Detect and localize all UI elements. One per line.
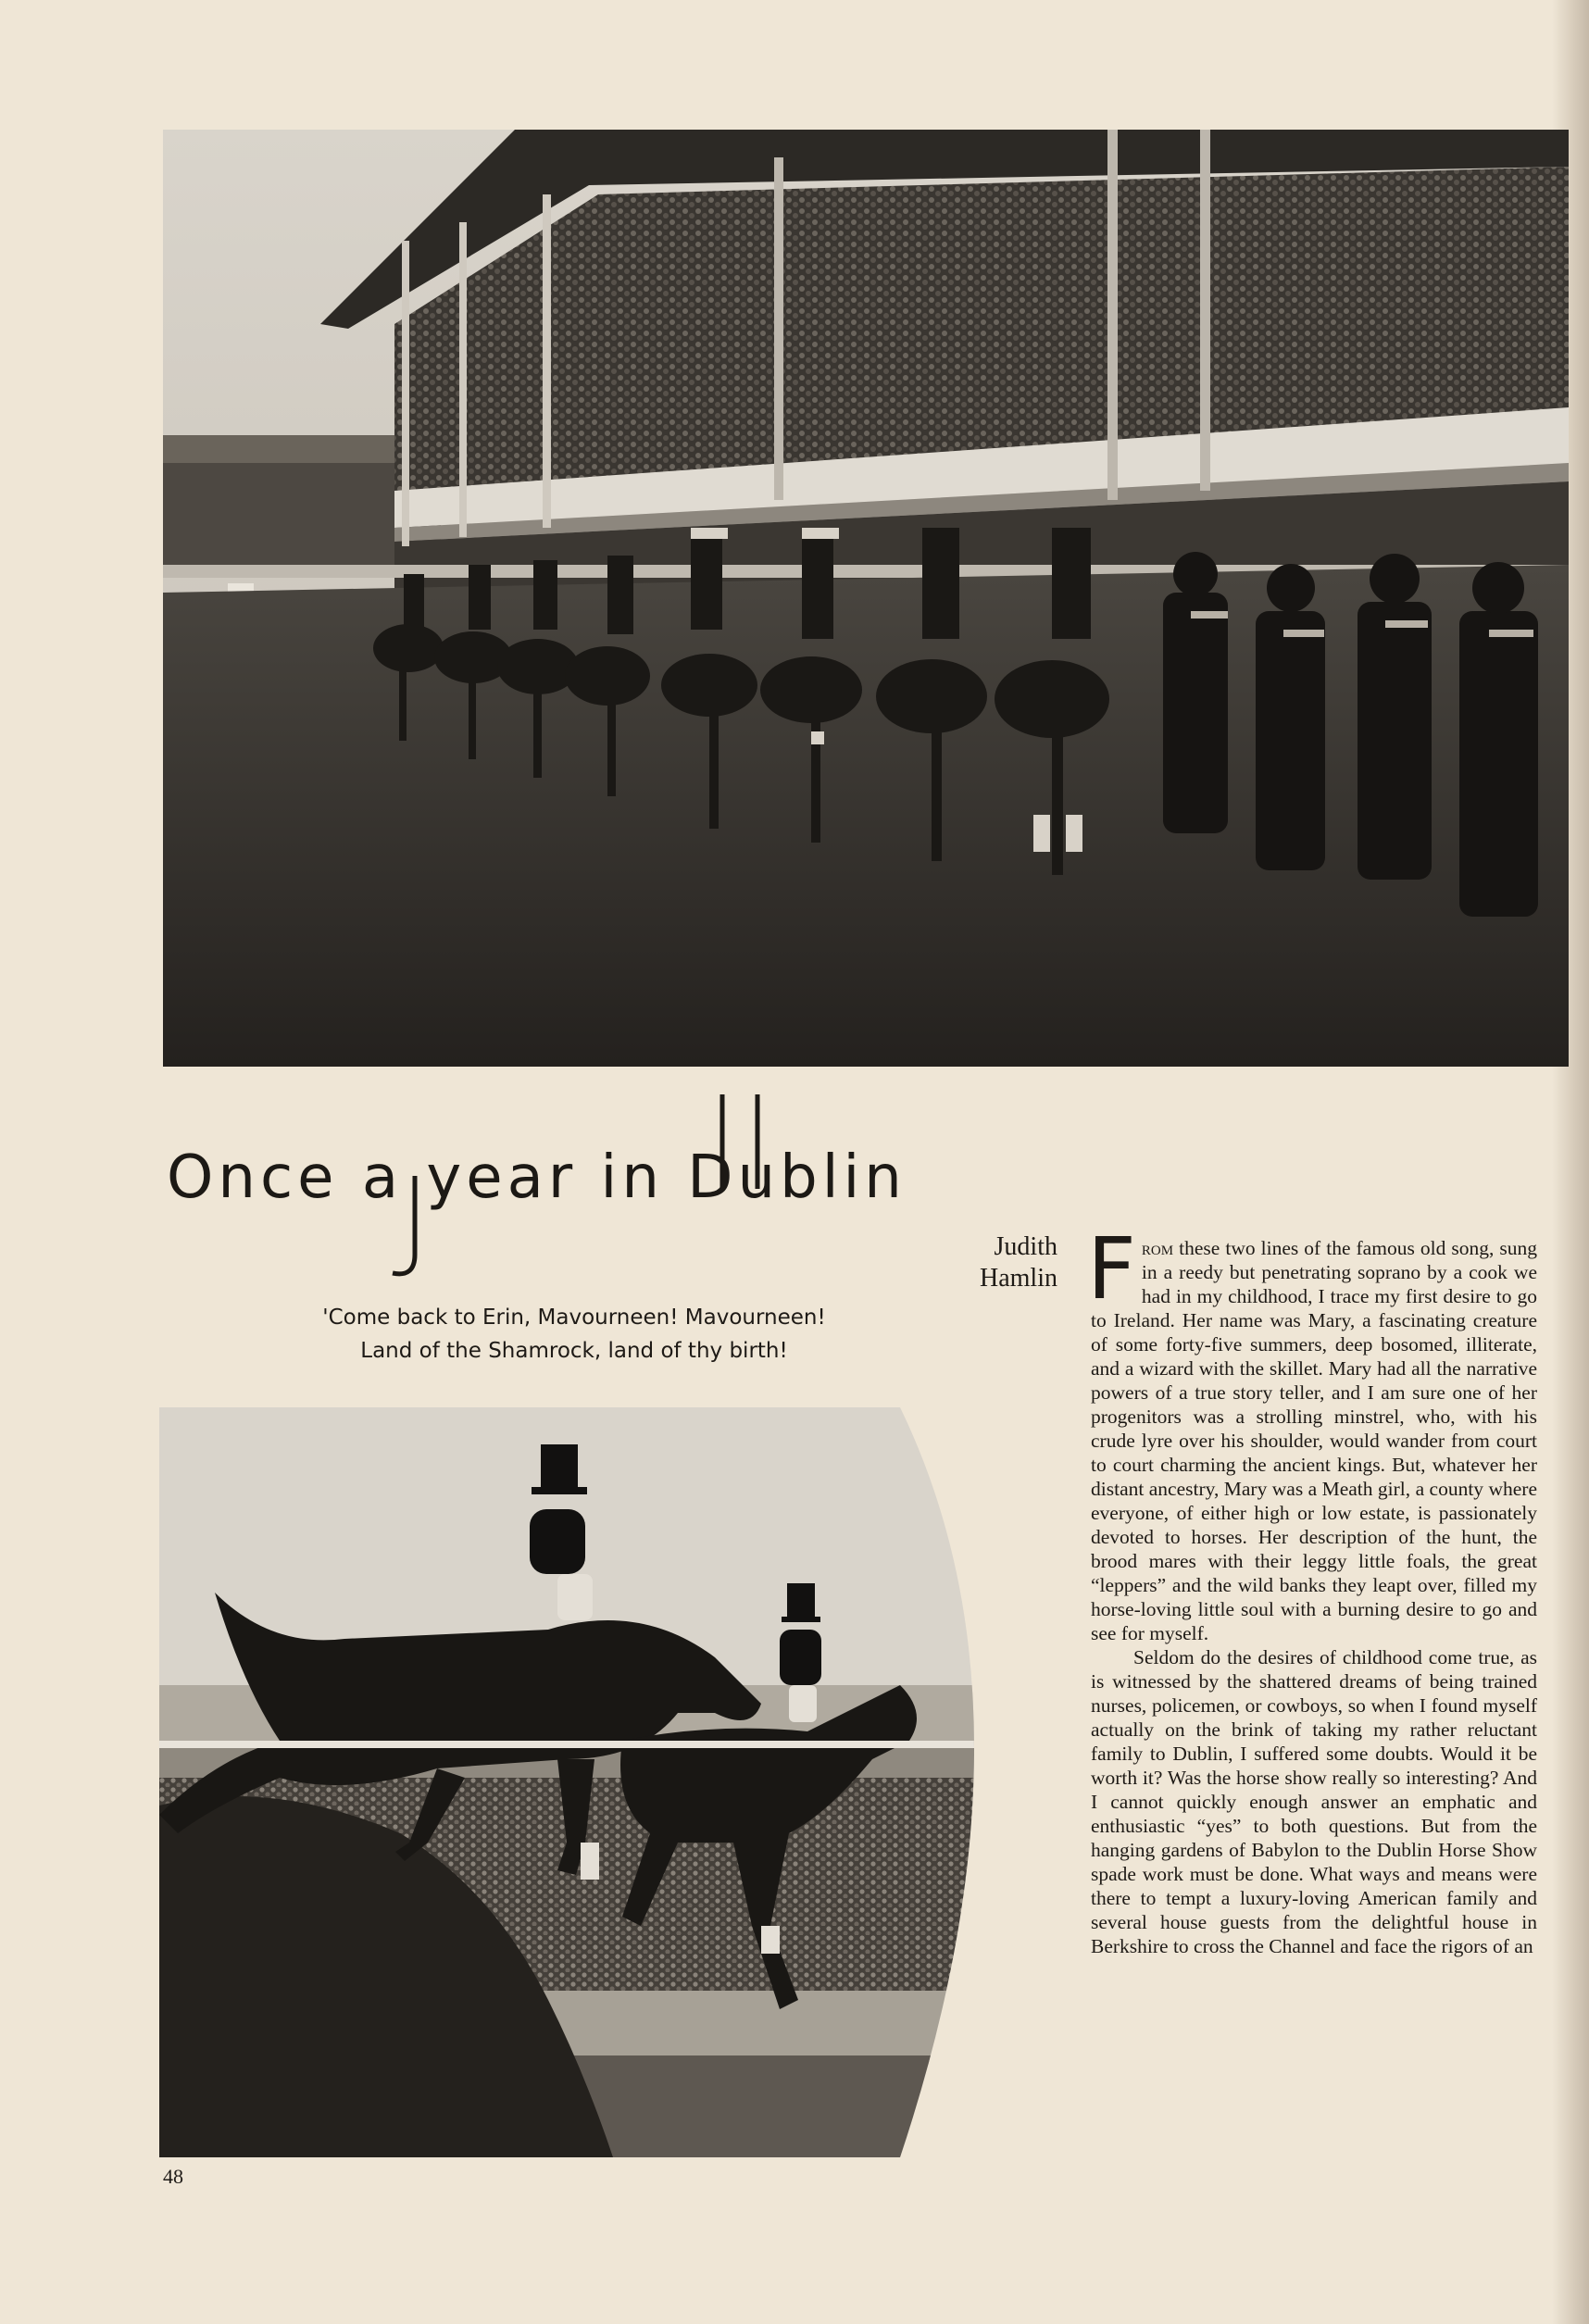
drop-cap: F [1087,1219,1136,1318]
horse-jumping-photo [159,1407,1048,2157]
article-paragraph: Seldom do the desires of childhood come true, as is witnessed by the shattered dreams of being trained nurses, policemen, or cowboys, so when I found myself actually on the brink of taking my rather reluctant family to Dublin, I suffered some doubts. Would it be worth it? Was the horse show really so interesting? And I cannot quickly enough answer an emphatic and enthusiastic “yes” to both questions. But from the hanging gardens of Babylon to the Dublin Horse Show spade work must be done. What ways and means were there to tempt a luxury-loving American family and several house guests from the delightful house in Berkshire to cross the Channel and face the rigors of an [1091,1646,1537,1957]
article-title: Once a year in Dublin [167,1143,907,1212]
author-first-name: Judith [994,1232,1057,1261]
author-last-name: Hamlin [980,1264,1057,1293]
page-number: 48 [163,2165,183,2188]
epigraph [250,1301,898,1368]
author-byline [935,1231,1057,1294]
epigraph-line: Land of the Shamrock, land of thy birth! [360,1339,788,1363]
lead-smallcaps: rom [1141,1237,1174,1259]
article-paragraph [1087,1219,1537,1645]
grandstand-parade-photo [163,130,1569,1067]
paragraph-text: these two lines of the famous old song, sung in a reedy but penetrating soprano by a cook we had in my childhood, I trace my first desire to go to Ireland. Her name was Mary, a fascinating creature of some forty-five summers, deep bosomed, illiterate, and a wizard with the skillet. Mary had all the narrative powers of a true story teller, and I am sure one of her progenitors was a strolling minstrel, who, with his crude lyre over his shoulder, would wander from court to court charming the ancient kings. But, whatever her distant ancestry, Mary was a Meath girl, a county where everyone, of either high or low estate, is passionately devoted to horses. Her description of the hunt, the brood mares with their leggy little foals, the great “leppers” and the wild banks they leapt over, filled my horse-loving little soul with a burning desire to go and see for myself. [1091,1237,1537,1644]
epigraph-line: 'Come back to Erin, Mavourneen! Mavourneen! [322,1306,826,1330]
article-body [1087,1219,1537,1958]
